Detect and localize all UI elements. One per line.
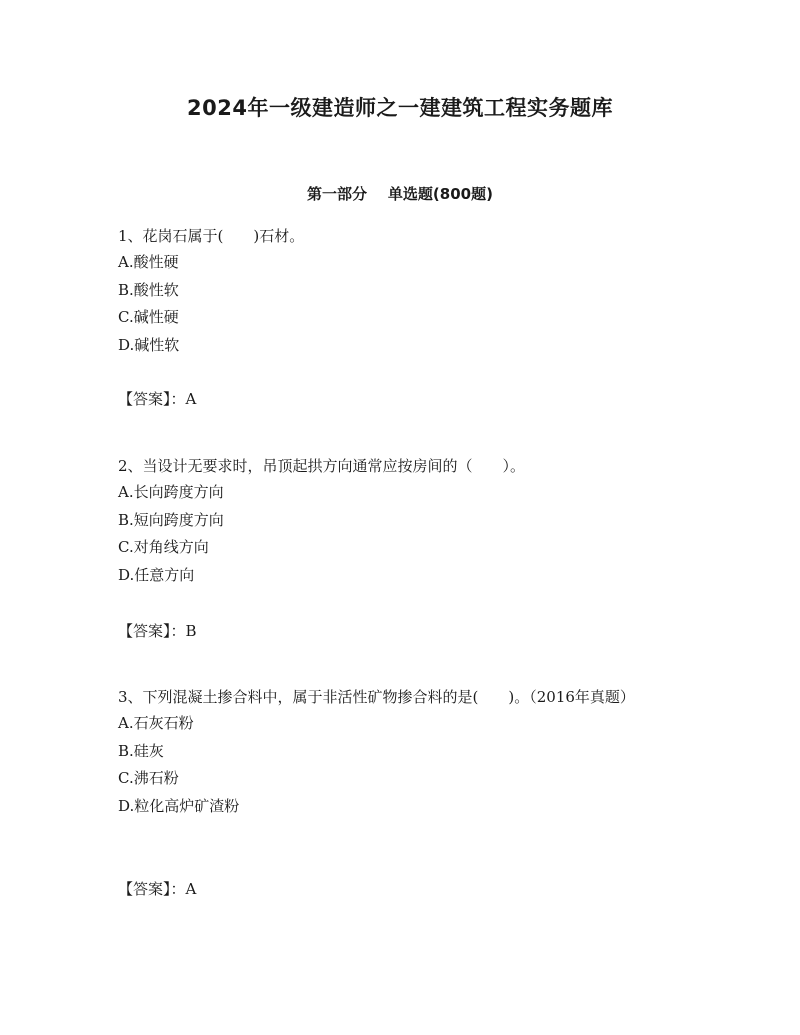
- option-a: A.石灰石粉: [118, 714, 194, 732]
- option-d: D.碱性软: [118, 335, 180, 354]
- option-c: C.碱性硬: [118, 308, 179, 326]
- option-c: C.沸石粉: [118, 769, 179, 787]
- answer-3: 【答案】：A: [118, 880, 197, 898]
- question-3: [118, 684, 688, 820]
- answer-2: 【答案】：B: [118, 622, 197, 640]
- option-a: A.长向跨度方向: [118, 483, 224, 501]
- option-a: A.酸性硬: [118, 253, 179, 271]
- section-title: 第一部分 单选题(800题): [307, 185, 493, 203]
- option-b: B.酸性软: [118, 280, 179, 299]
- option-d: D.任意方向: [118, 565, 195, 584]
- question-stem: 1、花岗石属于( )石材。: [118, 227, 305, 245]
- question-2: [118, 453, 688, 589]
- option-b: B.硅灰: [118, 741, 164, 760]
- option-c: C.对角线方向: [118, 538, 209, 556]
- question-stem: 3、下列混凝土掺合料中，属于非活性矿物掺合料的是( )。（2016年真题）: [118, 688, 635, 706]
- document-title: 2024年一级建造师之一建建筑工程实务题库: [187, 96, 613, 120]
- question-1: [118, 223, 688, 359]
- question-stem: 2、当设计无要求时，吊顶起拱方向通常应按房间的（ ）。: [118, 457, 526, 475]
- option-b: B.短向跨度方向: [118, 510, 224, 529]
- option-d: D.粒化高炉矿渣粉: [118, 796, 240, 815]
- answer-1: 【答案】：A: [118, 390, 197, 408]
